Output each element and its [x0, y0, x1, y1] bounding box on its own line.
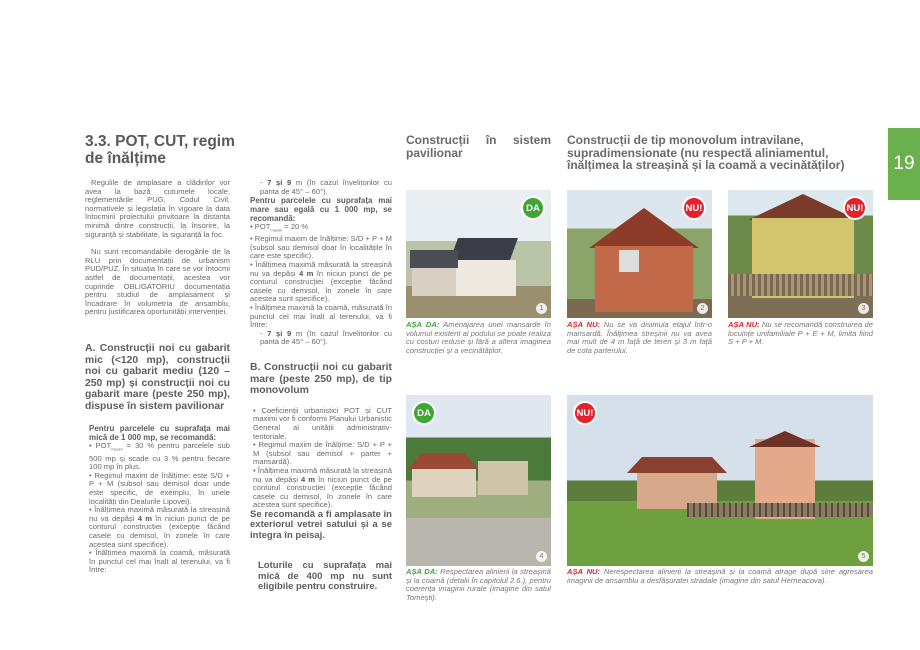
caption-2: AȘA NU: Nu se va disimula etajul într-o mansardă. Înălțimea streșinii nu va avea mai mult de 4 m față de teren și 3 m față de cota parterului. — [567, 320, 712, 355]
column-2 — [250, 179, 392, 593]
ridge-range: - 7 și 9 m (în cazul învelitorilor cu panta de 45° – 60°). — [260, 178, 393, 196]
heading-pavilion: Construcții în sistem pavilionar — [406, 133, 551, 160]
bullet-coefficients: • Coeficienții urbanistici POT și CUT maximi vor fi conformi Planului Urbanistic General al unității administrativ-teritoriale. — [253, 405, 392, 441]
lot-eligibility: Loturile cu suprafața mai mică de 400 mp nu sunt eligibile pentru construire. — [258, 560, 392, 593]
bullet-eave-height: • Înălțimea maximă măsurată la streașină nu va depăși 4 m în niciun punct de pe conturul construcției (excepție făcând casele cu demisol, în zonele în care acestea sunt specifice). — [250, 260, 392, 304]
small-lots-lead: Pentru parcelele cu suprafața mai mică de 1 000 mp, se recomandă: — [89, 424, 230, 443]
bullet-regime: • Regimul maxim de înălțime: S/D + P + M (subsol sau demisol doar în localitățile în care este specific). — [250, 234, 392, 261]
section-b-heading: B. Construcții noi cu gabarit mare (peste 250 mp), de tip monovolum — [250, 362, 392, 397]
photo-unaligned-street — [567, 395, 873, 566]
bullet-pot: • $POT_{maxim} = 20$ % — [250, 222, 309, 233]
bullet-pot: • $POT_{maxim} = 30$ % pentru parcelele sub 500 mp și scade cu 3 % pentru fiecare 100 mp în plus. — [89, 441, 230, 472]
photo-number: 5 — [858, 551, 869, 562]
large-lots-lead: Pentru parcelele cu suprafața mai mare sau egală cu 1 000 mp, se recomandă: — [250, 196, 392, 224]
page-number-tab — [888, 128, 920, 200]
bullet-ridge-height: • Înălțimea maximă la coamă, măsurată în punctul cel mai înalt al terenului, va fi între: — [89, 548, 230, 575]
caption-3: AȘA NU: Nu se recomandă construirea de locuințe unifamiliale P + E + M, limita fiind S + P + M. — [728, 320, 874, 347]
page-number: 19 — [893, 153, 915, 174]
bullet-regime: • Regimul maxim de înălțime: este S/D + P + M (subsol sau demisol doar unde este specific, de exemplu, în unele localități din Dealurile Lipovei). — [89, 470, 230, 506]
intro-paragraph: Regulile de amplasare a clădirilor vor avea la bază cutumele locale, reglementările PUG, Codul Civil, normativele și legislația în vigoare la data întocmirii proiectului privitoare la distanța minimă dintre construcții, la însorire, la siguranță și stabilitate, la siguranță la foc. — [85, 178, 230, 239]
photo-number: 3 — [858, 303, 869, 314]
photo-mansard-house — [406, 190, 551, 318]
photo-tall-house — [728, 190, 873, 318]
photo-number: 1 — [536, 303, 547, 314]
bullet-ridge-height: • Înălțimea maximă la coamă, măsurată în punctul cel mai înalt al terenului, va fi între: — [250, 303, 392, 330]
approved-badge: DA — [521, 196, 545, 220]
caption-1: AȘA DA: Amenajarea unei mansarde în volumul existent al podului se poate realiza cu costuri reduse și fără a altera imaginea construcției și a vecinătăților. — [406, 320, 551, 355]
column-1 — [85, 179, 230, 575]
ridge-range: - 7 și 9 m (în cazul învelitorilor cu panta de 45° – 60°). — [260, 328, 393, 347]
bullet-eave-b: • Înălțimea maximă măsurată la streașină nu va depăși 4 m în niciun punct de pe conturul construcției (excepție făcând casele cu demisol, în zonele în care acestea sunt specifice). — [253, 465, 392, 510]
photo-aligned-street — [406, 395, 551, 566]
bullet-regime-b: • Regimul maxim de înălțime: S/D + P + M (subsol sau demisol + parter + mansardă). — [253, 440, 392, 467]
photo-number: 4 — [536, 551, 547, 562]
rejected-badge: NU! — [573, 401, 597, 425]
placement-recommendation: Se recomandă a fi amplasate în exteriorul vetrei satului și a se integra în peisaj. — [250, 508, 392, 541]
photo-number: 2 — [697, 303, 708, 314]
approved-badge: DA — [412, 401, 436, 425]
derogation-paragraph: Nu sunt recomandabile derogările de la RLU prin documentații de urbanism PUD/PUZ. În situația în care se vor întocmi astfel de documentații, acestea vor cuprinde OBLIGATORIU documentația pentru studiul de amplasament și încadrare în volumetria de ansamblu, pentru justificarea oportunității intervenției. — [85, 247, 230, 317]
heading-monovolum: Construcții de tip monovolum intravilane, supradimensionate (nu respectă aliniamentul, înălțimea la streașină și la coamă a vecinătăților) — [567, 133, 845, 172]
section-a-heading: A. Construcții noi cu gabarit mic (<120 mp), construcții noi cu gabarit mediu (120 – 250 mp) și construcții noi cu gabarit mare (peste 250 mp), dispuse în sistem pavilionar — [85, 342, 230, 412]
caption-4: AȘA DA: Respectarea alinierii la streașină și la coamă (detalii în capitolul 2.6.), pentru coerența imaginii rurale (imagine din satul Tomești). — [406, 567, 551, 602]
section-title: 3.3. POT, CUT, regim de înălțime — [85, 133, 235, 167]
photo-disguised-floor-house — [567, 190, 712, 318]
caption-5: AȘA NU: Nerespectarea alinierii la streașină și la coamă atrage după sine agresarea imaginii de ansamblu a desfășuratei stradale (imagine din satul Herneacova). — [567, 567, 874, 585]
bullet-eave-height: • Înălțimea maximă măsurată la streașină nu va depăși 4 m în niciun punct de pe conturul construcției (excepție făcând casele cu demisol, în zonele în care acestea sunt specifice). — [89, 505, 230, 549]
rejected-badge: NU! — [682, 196, 706, 220]
rejected-badge: NU! — [843, 196, 867, 220]
